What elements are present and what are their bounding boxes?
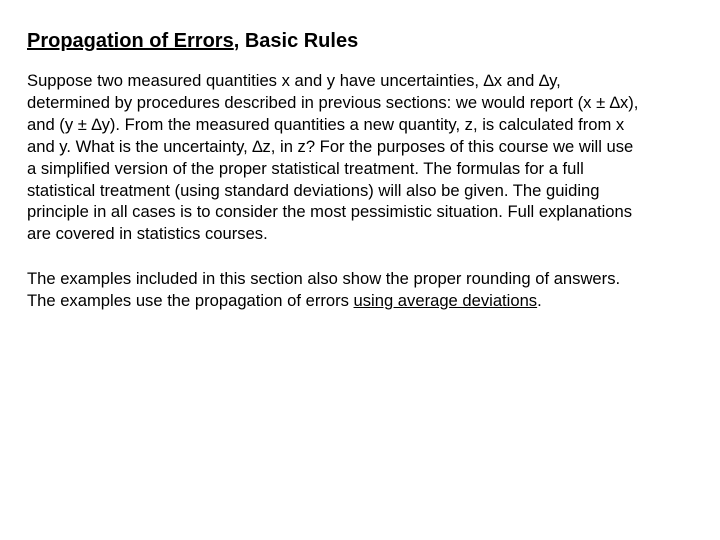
text-suffix: . [537,290,542,310]
average-deviations-link[interactable]: using average deviations [353,290,538,310]
title-underlined: Propagation of Errors [27,30,234,52]
text-line: Suppose two measured quantities x and y have uncertainties, ∆x and ∆y, [27,71,561,90]
text-line [27,290,697,312]
text-line: determined by procedures described in previous sections: we would report (x ± ∆x), [27,92,639,112]
examples-paragraph [27,268,697,312]
intro-paragraph [27,70,697,245]
text-line: and y. What is the uncertainty, ∆z, in z? For the purposes of this course we will use [27,136,634,156]
text-prefix: The examples use the propagation of errors [27,290,354,310]
text-line: principle in all cases is to consider the most pessimistic situation. Full explanations [27,202,633,222]
text-line: statistical treatment (using standard deviations) will also be given. The guiding [27,180,600,200]
text-line: and (y ± ∆y). From the measured quantities a new quantity, z, is calculated from x [27,114,625,134]
text-line: a simplified version of the proper statistical treatment. The formulas for a full [27,158,584,178]
text-line: are covered in statistics courses. [27,224,268,244]
title-rest: , Basic Rules [233,30,359,52]
page-title [27,29,358,53]
text-line: The examples included in this section also show the proper rounding of answers. [27,269,621,288]
